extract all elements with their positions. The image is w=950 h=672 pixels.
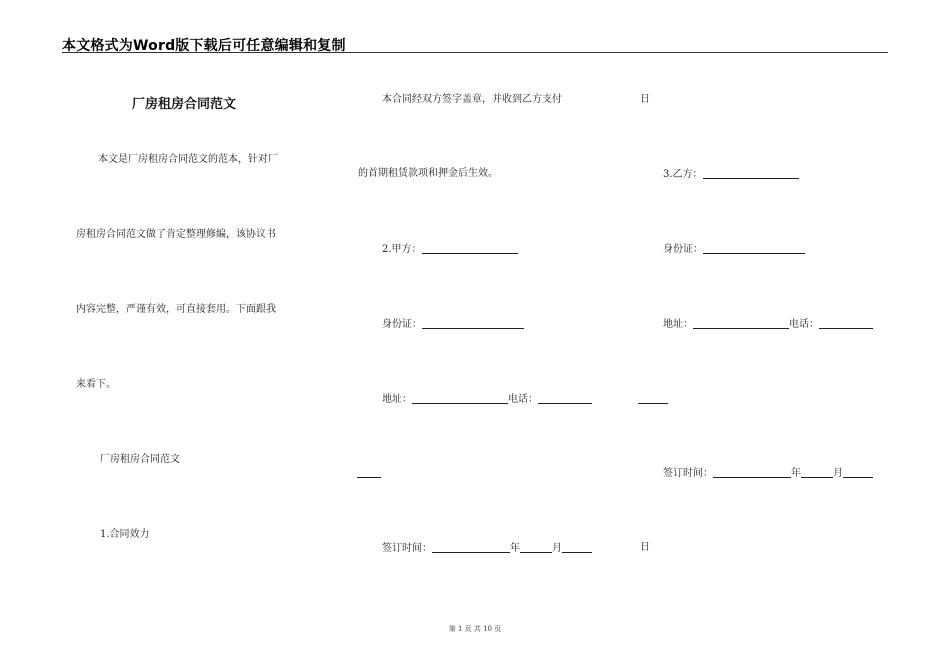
- party-a-id-blank: [422, 317, 524, 329]
- party-a-day-label: 日: [640, 542, 650, 553]
- party-a-sign-time-label: 签订时间：: [382, 543, 432, 554]
- party-a-year-blank: [432, 541, 510, 553]
- party-a-phone-overflow: [638, 392, 668, 407]
- effect-clause-line-1: 本合同经双方签字盖章，并收到乙方支付: [382, 94, 562, 105]
- section-contract-effect: 1.合同效力: [100, 529, 150, 540]
- party-b-phone-label: 电话：: [789, 319, 819, 330]
- intro-line-2: 房租房合同范文做了肯定整理修编，该协议书: [76, 229, 276, 240]
- header-divider: [62, 52, 888, 53]
- party-b-field: [663, 167, 799, 182]
- party-b-year-label: 年: [791, 468, 801, 479]
- party-b-address-field: [663, 317, 873, 332]
- party-a-address-label: 地址：: [382, 394, 412, 405]
- party-a-id-label: 身份证：: [382, 319, 422, 330]
- party-b-address-label: 地址：: [663, 319, 693, 330]
- party-a-phone-label: 电话：: [508, 394, 538, 405]
- party-b-month-label: 月: [833, 468, 843, 479]
- contract-subtitle: 厂房租房合同范文: [100, 454, 180, 465]
- party-a-phone-blank-cont-2: [357, 466, 381, 478]
- party-b-sign-time-field: [663, 466, 873, 481]
- party-b-label: 3.乙方：: [663, 169, 703, 180]
- party-a-year-label: 年: [510, 543, 520, 554]
- party-b-id-blank: [703, 242, 805, 254]
- document-title: 厂房租房合同范文: [132, 97, 237, 112]
- party-a-label: 2.甲方：: [382, 244, 422, 255]
- intro-line-4: 来看下。: [76, 379, 116, 390]
- day-label-top: 日: [640, 94, 650, 105]
- party-a-phone-overflow-2: [357, 466, 381, 481]
- party-b-blank: [703, 167, 799, 179]
- party-a-field: [382, 242, 518, 257]
- intro-line-1: 本文是厂房租房合同范文的范本，针对厂: [98, 154, 278, 165]
- intro-line-3: 内容完整，严谨有效，可直接套用。下面跟我: [76, 304, 276, 315]
- party-a-day-blank: [562, 541, 592, 553]
- party-b-year-blank: [713, 466, 791, 478]
- party-b-address-blank: [693, 317, 789, 329]
- party-a-phone-blank-cont: [638, 392, 668, 404]
- party-b-month-blank: [801, 466, 833, 478]
- party-a-sign-time-field: [382, 541, 592, 556]
- party-a-id-field: [382, 317, 524, 332]
- party-b-id-label: 身份证：: [663, 244, 703, 255]
- party-b-phone-blank: [819, 317, 873, 329]
- party-a-month-label: 月: [552, 543, 562, 554]
- party-a-address-blank: [412, 392, 508, 404]
- document-header: 本文格式为Word版下载后可任意编辑和复制: [62, 38, 346, 54]
- party-b-sign-time-label: 签订时间：: [663, 468, 713, 479]
- effect-clause-line-2: 的首期租赁款项和押金后生效。: [358, 168, 498, 179]
- page-footer: 第 1 页 共 10 页: [448, 625, 502, 633]
- party-b-day-blank: [843, 466, 873, 478]
- party-a-month-blank: [520, 541, 552, 553]
- party-b-id-field: [663, 242, 805, 257]
- party-a-blank: [422, 242, 518, 254]
- party-a-address-field: [382, 392, 592, 407]
- party-a-phone-blank: [538, 392, 592, 404]
